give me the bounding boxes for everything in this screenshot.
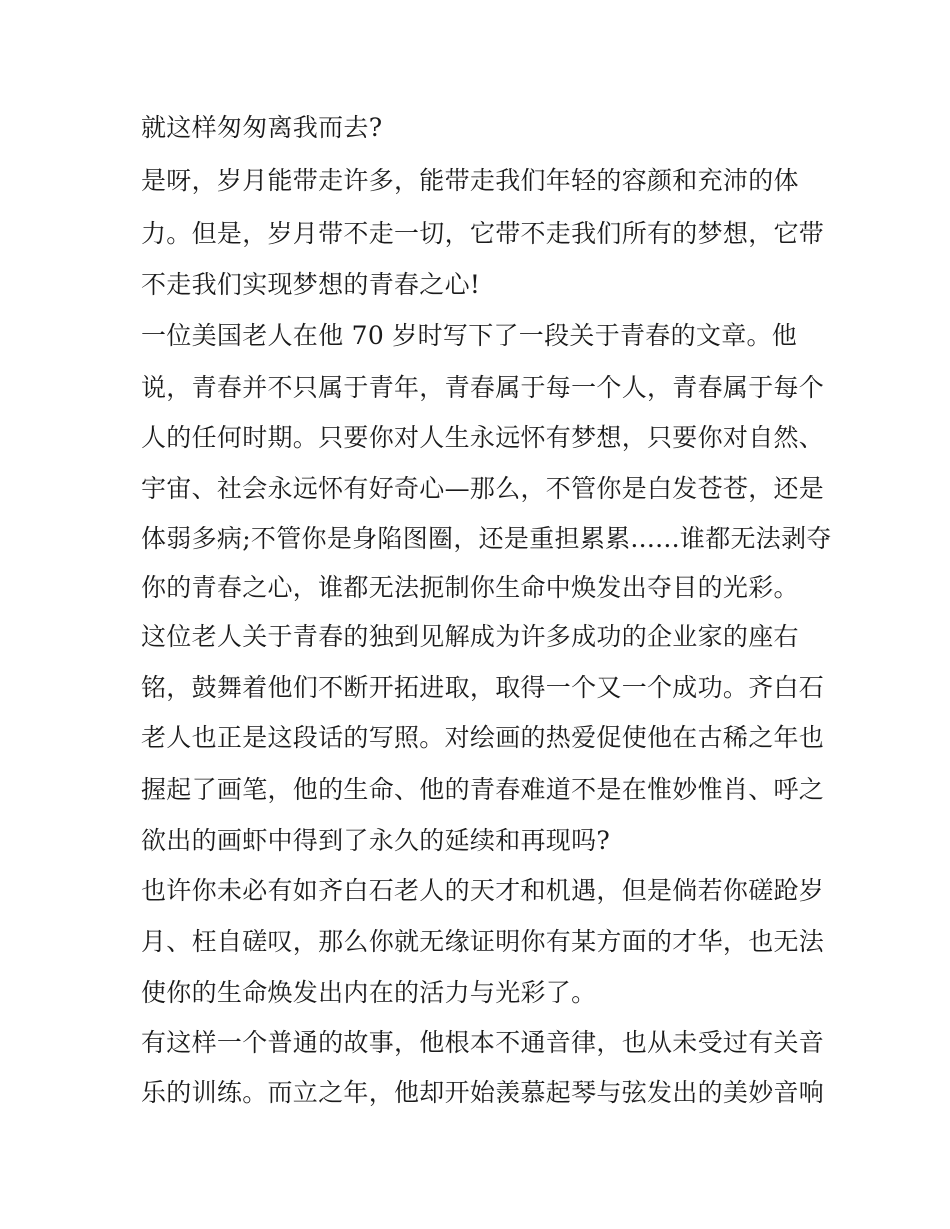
text-line: 有这样一个普通的故事，他根本不通音律，也从未受过有关音: [141, 1028, 825, 1057]
text-line: 这位老人关于青春的独到见解成为许多成功的企业家的座右: [141, 622, 799, 651]
text-line: 人的任何时期。只要你对人生永远怀有梦想，只要你对自然、: [141, 423, 825, 452]
text-line: 是呀，岁月能带走许多，能带走我们年轻的容颜和充沛的体: [141, 166, 799, 195]
text-line: 不走我们实现梦想的青春之心!: [141, 270, 481, 299]
text-line: 铭，鼓舞着他们不断开拓进取，取得一个又一个成功。齐白石: [141, 673, 825, 702]
text-line: 体弱多病;不管你是身陷图圈，还是重担累累......谁都无法剥夺: [141, 524, 832, 553]
text-line: 也许你未必有如齐白石老人的天才和机遇，但是倘若你磋跄岁: [141, 876, 825, 905]
text-line: 说，青春并不只属于青年，青春属于每一个人，青春属于每个: [141, 373, 825, 402]
text-line: 力。但是，岁月带不走一切，它带不走我们所有的梦想，它带: [141, 219, 825, 248]
text-line: 握起了画笔，他的生命、他的青春难道不是在惟妙惟肖、呼之: [141, 775, 825, 804]
text-line: 月、枉自磋叹，那么你就无缘证明你有某方面的才华，也无法: [141, 927, 825, 956]
text-line: 你的青春之心，谁都无法扼制你生命中焕发出夺目的光彩。: [141, 573, 799, 602]
text-line: 使你的生命焕发出内在的活力与光彩了。: [141, 978, 597, 1007]
text-line: 乐的训练。而立之年，他却开始羡慕起琴与弦发出的美妙音响: [141, 1078, 825, 1107]
text-line: 欲出的画虾中得到了永久的延续和再现吗?: [141, 826, 611, 855]
text-line: 就这样匆匆离我而去?: [141, 113, 383, 142]
text-line: 老人也正是这段话的写照。对绘画的热爱促使他在古稀之年也: [141, 723, 825, 752]
text-line: 宇宙、社会永远怀有好奇心—那么，不管你是白发苍苍，还是: [141, 474, 825, 503]
text-line: 一位美国老人在他 70 岁时写下了一段关于青春的文章。他: [141, 321, 798, 350]
